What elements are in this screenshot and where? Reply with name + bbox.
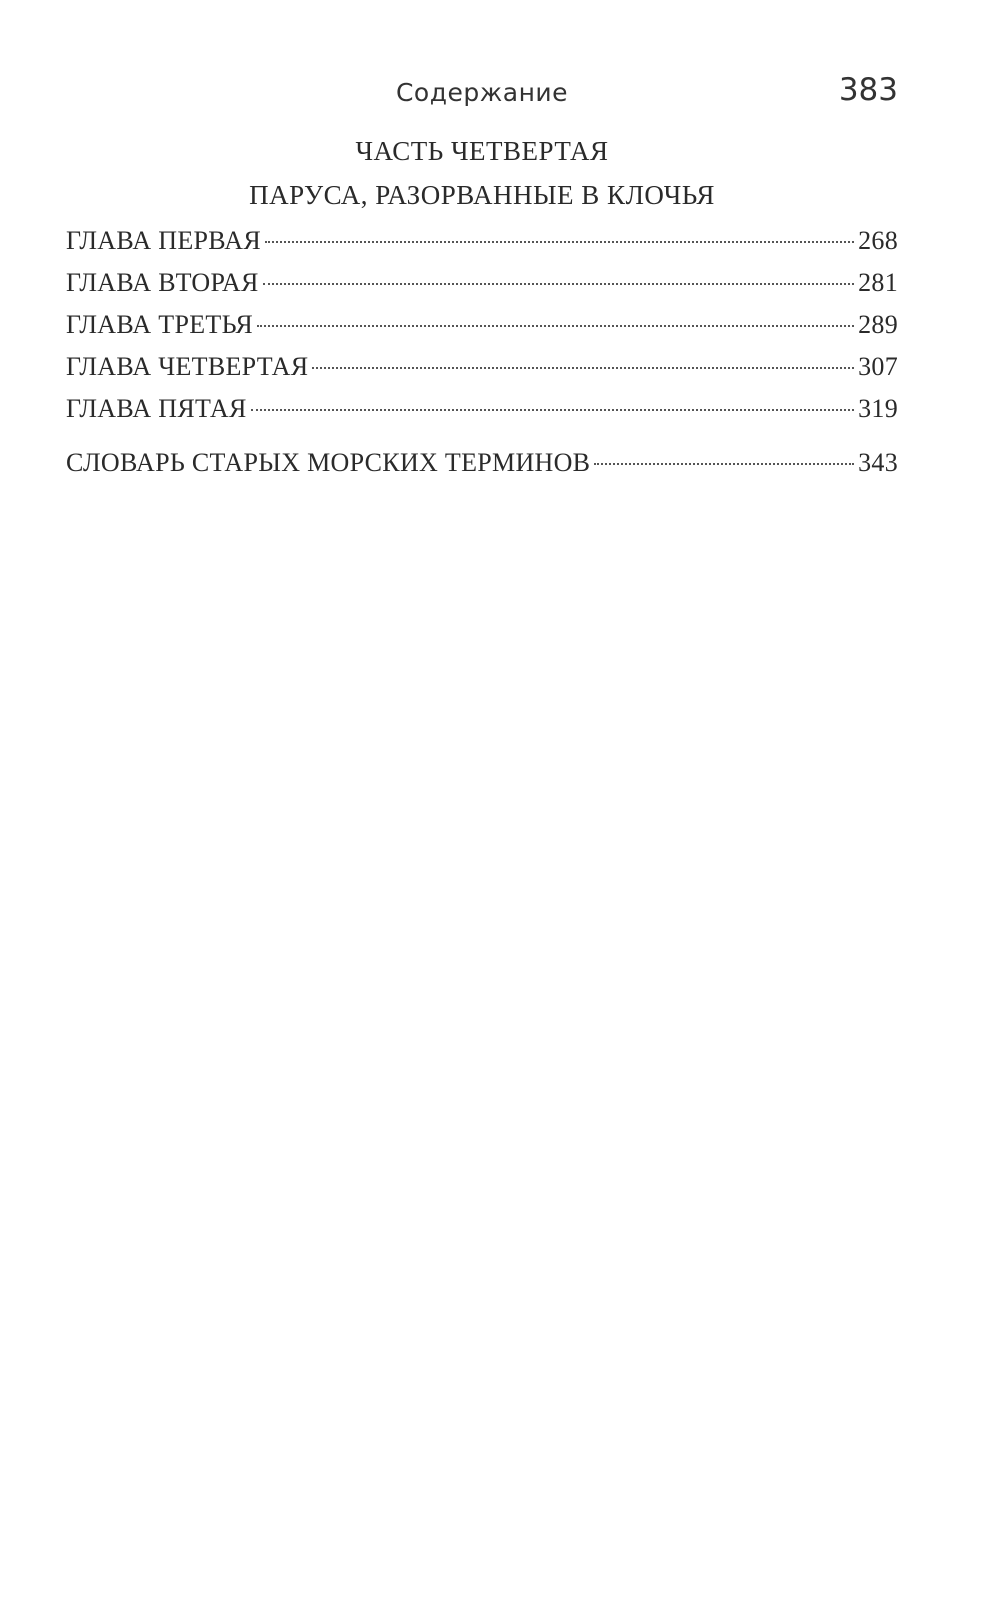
toc-entry-page: 268 — [858, 226, 898, 255]
toc-entry-title: ГЛАВА ВТОРАЯ — [66, 268, 259, 297]
running-header — [66, 70, 898, 120]
toc-entry-page: 289 — [858, 310, 898, 339]
toc-entry-page: 281 — [858, 268, 898, 297]
dot-leader — [251, 409, 855, 411]
toc-entry-page: 343 — [858, 448, 898, 477]
dot-leader — [263, 283, 854, 285]
dot-leader — [594, 463, 854, 465]
toc-entry-title: ГЛАВА ПЯТАЯ — [66, 394, 247, 423]
part-label: ЧАСТЬ ЧЕТВЕРТАЯ — [355, 136, 609, 166]
toc-entry-title: СЛОВАРЬ СТАРЫХ МОРСКИХ ТЕРМИНОВ — [66, 448, 591, 477]
toc-entry — [66, 352, 898, 394]
part-title: ПАРУСА, РАЗОРВАННЫЕ В КЛОЧЬЯ — [249, 180, 715, 210]
toc-entry — [66, 394, 898, 436]
page-number: 383 — [838, 72, 898, 108]
table-of-contents — [66, 226, 898, 490]
dot-leader — [265, 241, 854, 243]
toc-entry — [66, 268, 898, 310]
dot-leader — [312, 367, 854, 369]
toc-entry-page: 307 — [858, 352, 898, 381]
toc-entry-title: ГЛАВА ТРЕТЬЯ — [66, 310, 254, 339]
toc-entry — [66, 226, 898, 268]
dot-leader — [257, 325, 854, 327]
toc-entry — [66, 310, 898, 352]
toc-entry-page: 319 — [858, 394, 898, 423]
toc-entry-title: ГЛАВА ПЕРВАЯ — [66, 226, 262, 255]
toc-entry — [66, 448, 898, 490]
running-title: Содержание — [395, 78, 569, 107]
toc-entry-title: ГЛАВА ЧЕТВЕРТАЯ — [66, 352, 309, 381]
